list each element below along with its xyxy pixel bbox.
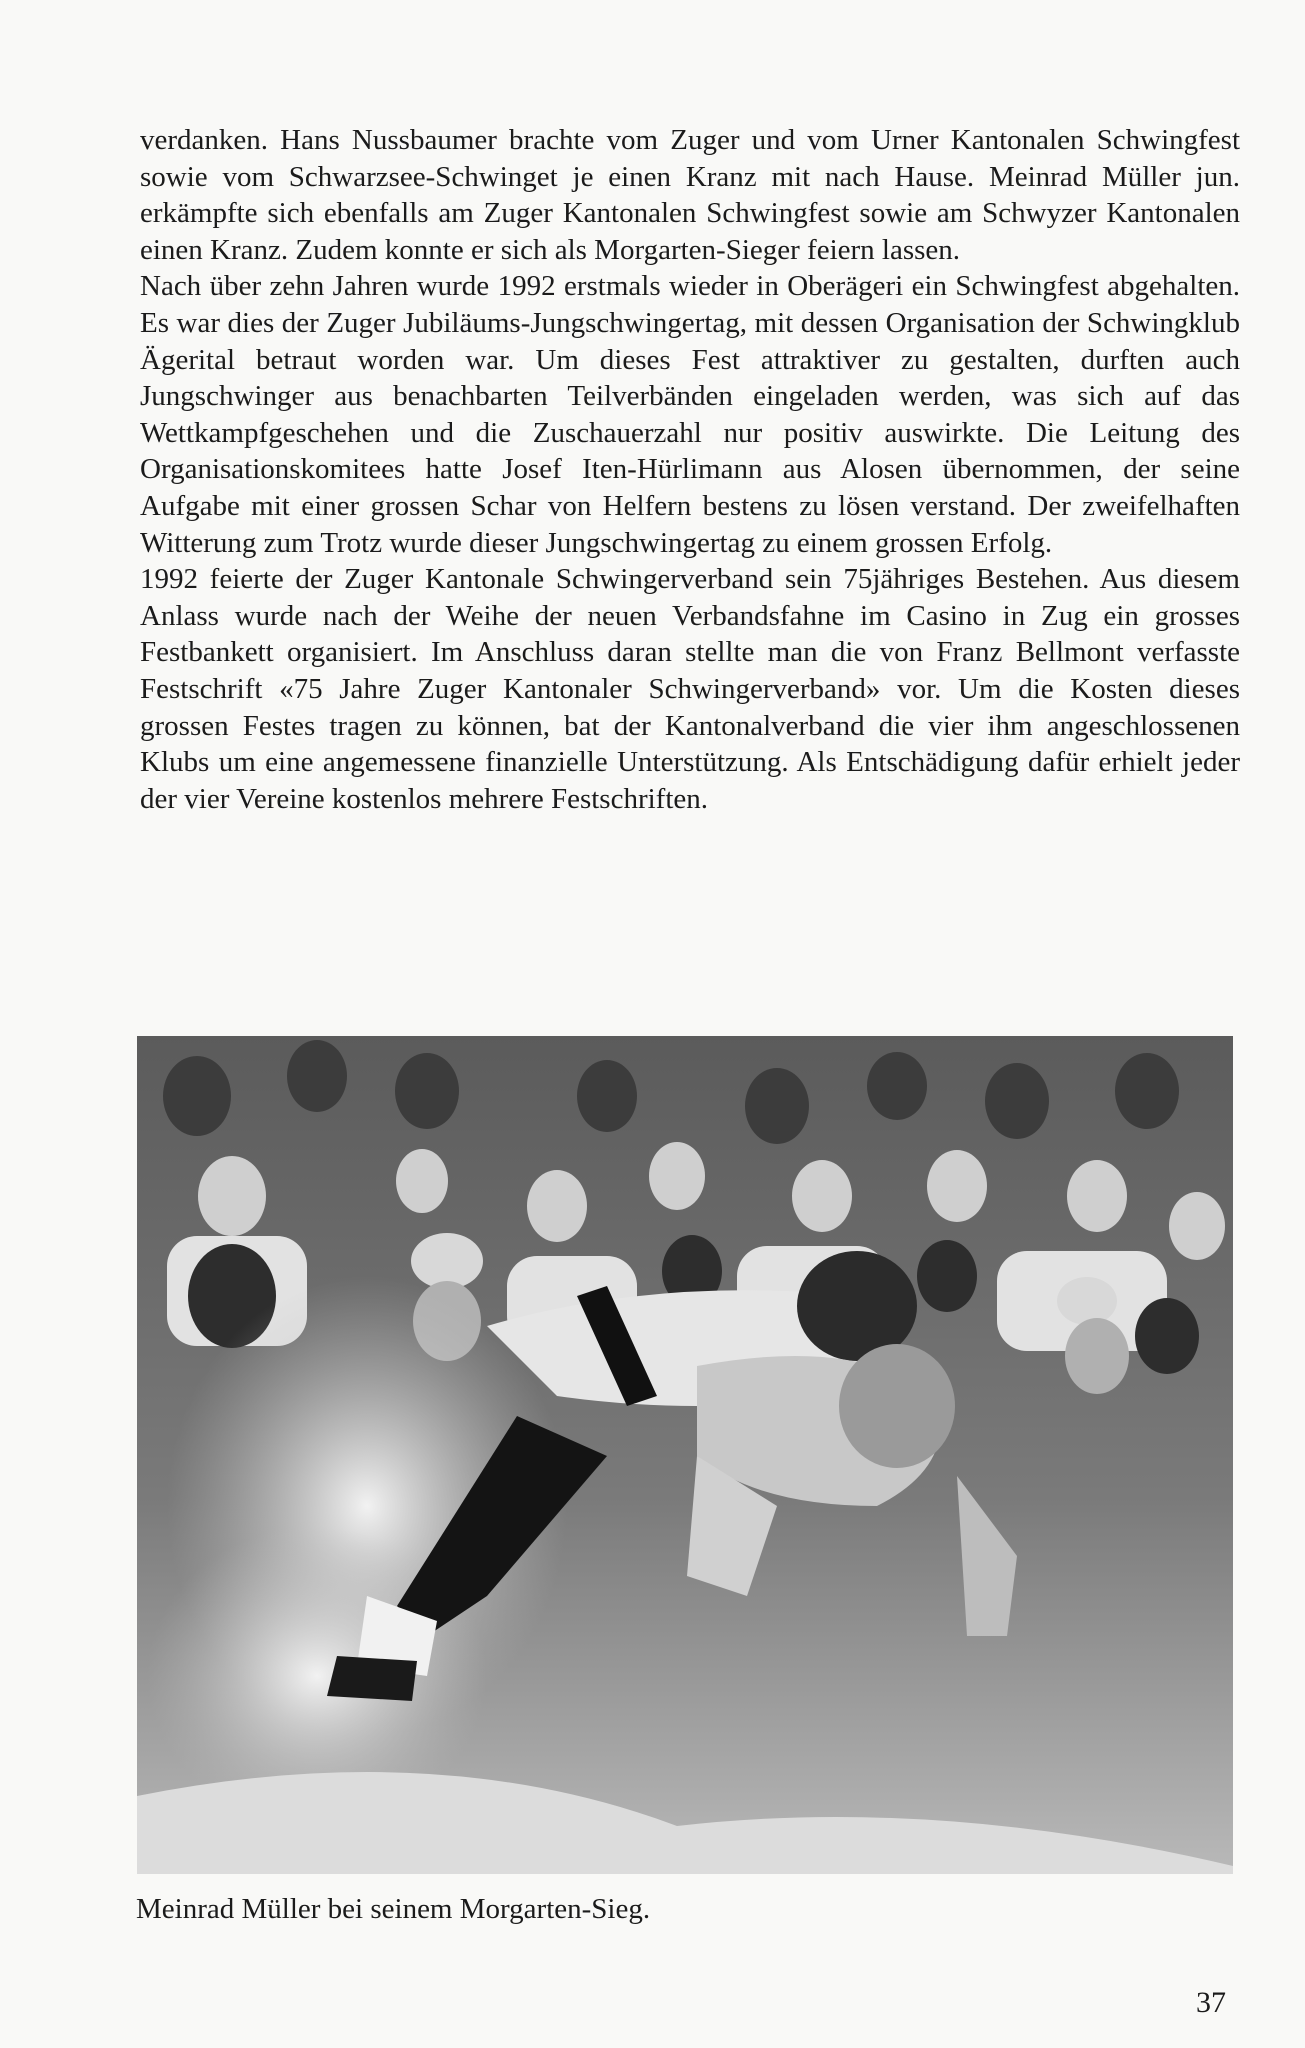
photo-illustration xyxy=(137,1036,1233,1874)
page-number: 37 xyxy=(1196,1986,1226,2019)
paragraph-1: verdanken. Hans Nussbaumer brachte vom Zuger und vom Urner Kantonalen Schwingfest sowie vom Schwarzsee-Schwinget je einen Kranz mit nach Hause. Meinrad Müller jun. erkämpfte sich ebenfalls am Zuger Kantonalen Schwingfest sowie am Schwyzer Kantonalen einen Kranz. Zudem konnte er sich als Morgarten-Sieger feiern lassen. xyxy=(140,124,1240,266)
wrestling-photo xyxy=(137,1036,1233,1874)
paragraph-2: Nach über zehn Jahren wurde 1992 erstmals wieder in Oberägeri ein Schwingfest abgehalten. Es war dies der Zuger Jubiläums-Jungschwingertag, mit dessen Organisation der Schwingklub Ägerital betraut worden war. Um dieses Fest attraktiver zu gestalten, durften auch Jungschwinger aus benachbarten Teilverbänden eingeladen werden, was sich auf das Wettkampfgeschehen und die Zuschauerzahl nur positiv auswirkte. Die Leitung des Organisationskomitees hatte Josef Iten-Hürlimann aus Alosen übernommen, der seine Aufgabe mit einer grossen Schar von Helfern bestens zu lösen verstand. Der zweifelhaften Witterung zum Trotz wurde dieser Jungschwingertag zu einem grossen Erfolg. xyxy=(140,270,1240,559)
paragraph-3: 1992 feierte der Zuger Kantonale Schwingerverband sein 75jähriges Bestehen. Aus diesem Anlass wurde nach der Weihe der neuen Verbandsfahne im Casino in Zug ein grosses Festbankett organisiert. Im Anschluss daran stellte man die von Franz Bellmont verfasste Festschrift «75 Jahre Zuger Kantonaler Schwingerverband» vor. Um die Kosten dieses grossen Festes tragen zu können, bat der Kantonalverband die vier ihm angeschlossenen Klubs um eine angemessene finanzielle Unterstützung. Als Entschädigung dafür erhielt jeder der vier Vereine kostenlos mehrere Festschriften. xyxy=(140,563,1240,815)
body-text xyxy=(140,122,1240,817)
photo-caption: Meinrad Müller bei seinem Morgarten-Sieg. xyxy=(136,1893,651,1925)
